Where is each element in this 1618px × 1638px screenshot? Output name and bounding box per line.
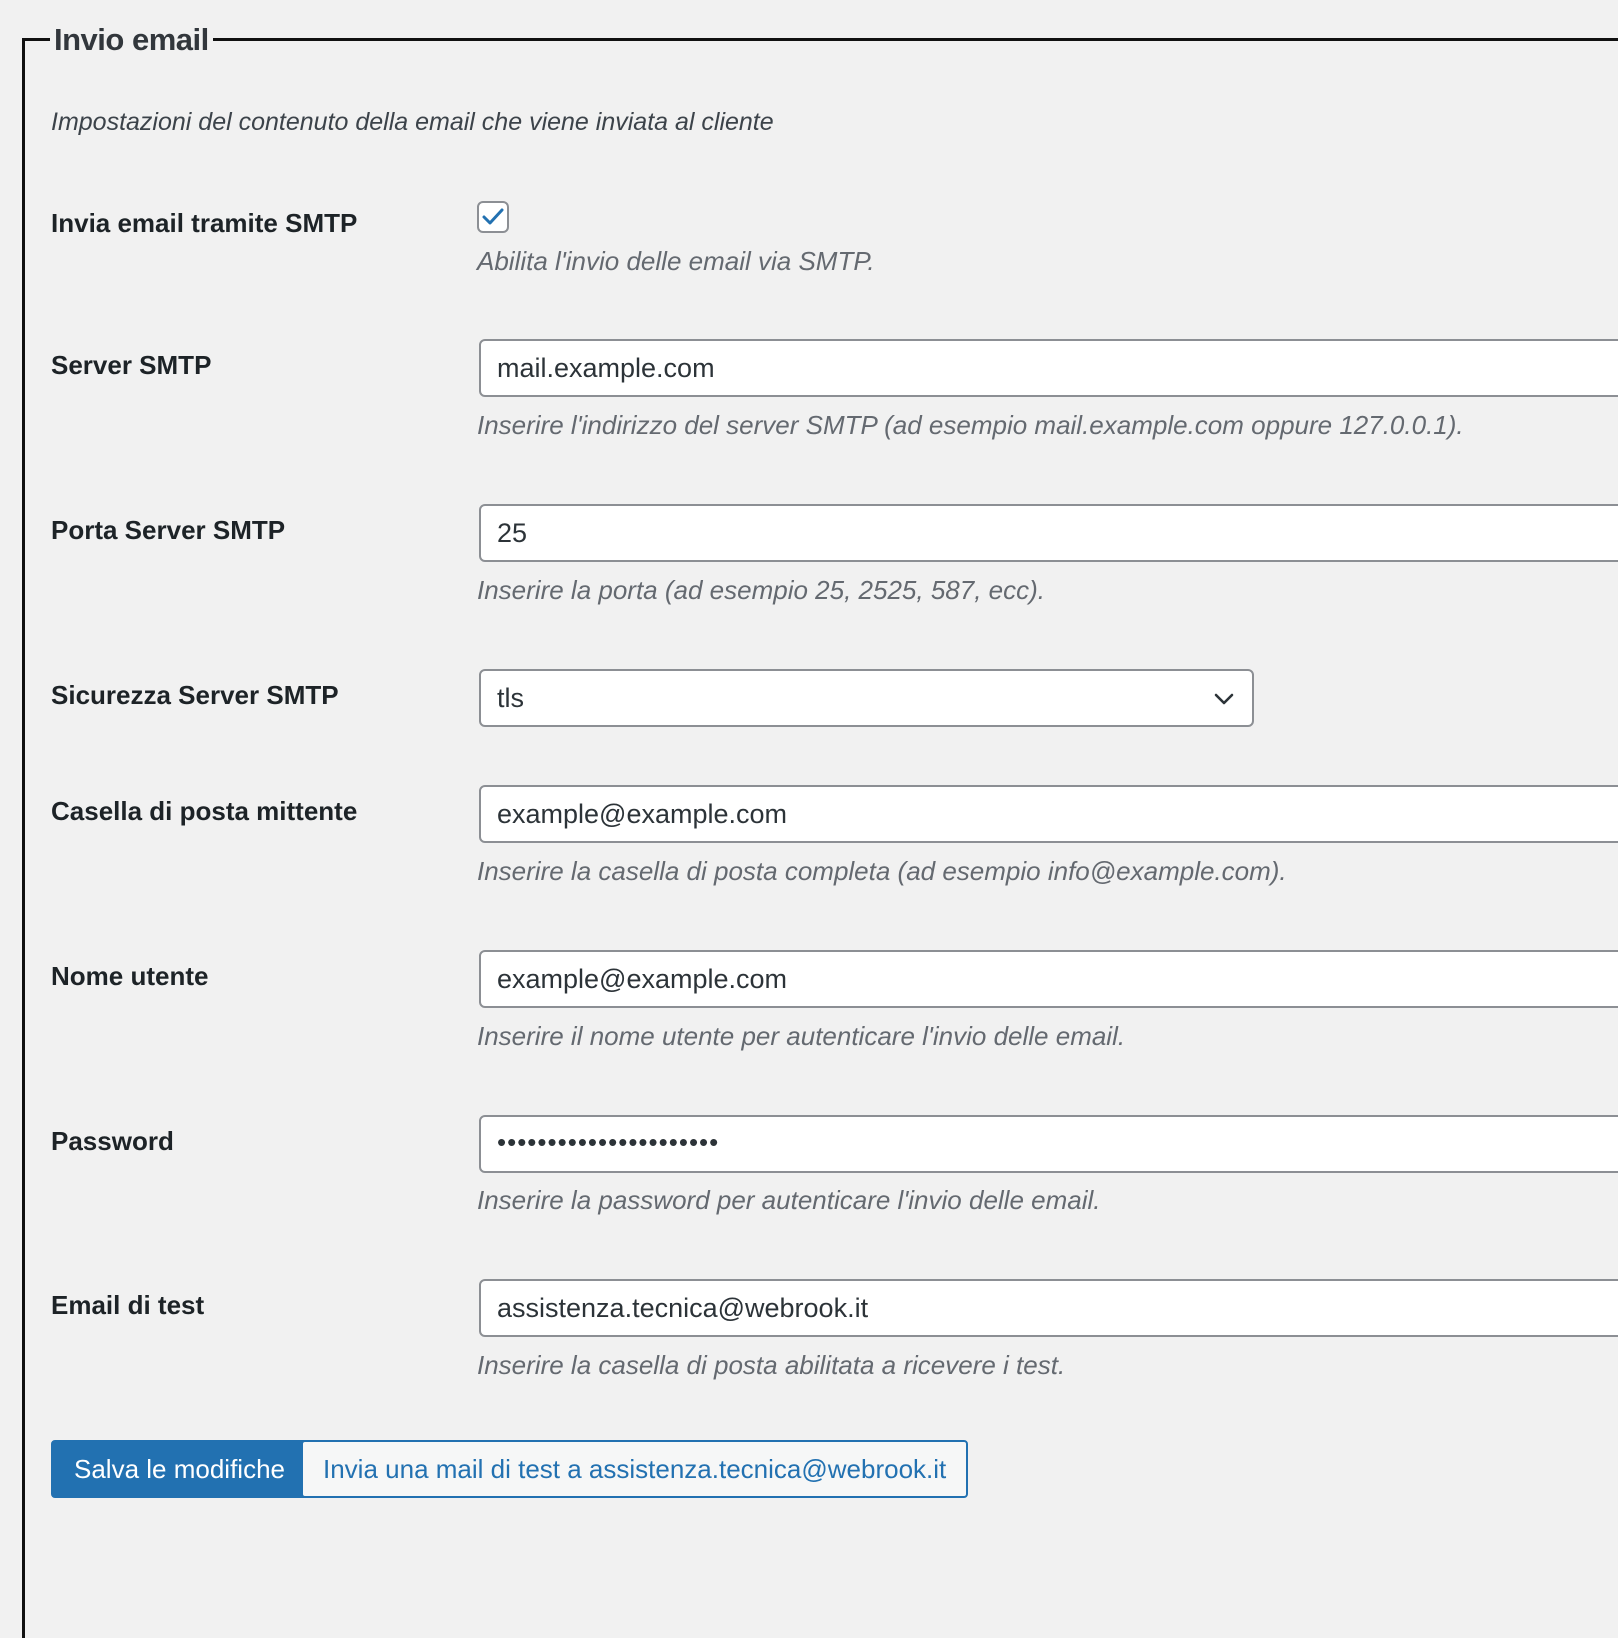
username-label: Nome utente: [51, 961, 209, 991]
smtp-security-label: Sicurezza Server SMTP: [51, 680, 339, 710]
chevron-down-icon: [1212, 687, 1236, 711]
section-title: Invio email: [50, 22, 213, 58]
test-email-description: Inserire la casella di posta abilitata a ricevere i test.: [477, 1350, 1066, 1380]
smtp-port-description: Inserire la porta (ad esempio 25, 2525, 587, ecc).: [477, 575, 1045, 605]
save-changes-button[interactable]: Salva le modifiche: [51, 1440, 308, 1498]
sender-mailbox-label: Casella di posta mittente: [51, 796, 358, 826]
smtp-enabled-checkbox[interactable]: [477, 201, 509, 233]
password-label: Password: [51, 1126, 174, 1156]
password-masked-value: ••••••••••••••••••••••: [497, 1127, 720, 1157]
smtp-server-input[interactable]: mail.example.com: [479, 339, 1618, 397]
checkmark-icon: [481, 205, 505, 229]
username-input[interactable]: example@example.com: [479, 950, 1618, 1008]
smtp-security-selected-value: tls: [497, 683, 524, 713]
send-test-email-button[interactable]: Invia una mail di test a assistenza.tecnica@webrook.it: [301, 1440, 968, 1498]
sender-mailbox-input[interactable]: example@example.com: [479, 785, 1618, 843]
smtp-enabled-label: Invia email tramite SMTP: [51, 208, 358, 238]
test-email-input[interactable]: assistenza.tecnica@webrook.it: [479, 1279, 1618, 1337]
username-description: Inserire il nome utente per autenticare l'invio delle email.: [477, 1021, 1126, 1051]
smtp-port-label: Porta Server SMTP: [51, 515, 286, 545]
test-email-label: Email di test: [51, 1290, 205, 1320]
smtp-enabled-description: Abilita l'invio delle email via SMTP.: [477, 246, 875, 276]
smtp-port-input[interactable]: 25: [479, 504, 1618, 562]
sender-mailbox-description: Inserire la casella di posta completa (ad esempio info@example.com).: [477, 856, 1287, 886]
section-intro: Impostazioni del contenuto della email che viene inviata al cliente: [51, 108, 774, 136]
smtp-server-label: Server SMTP: [51, 350, 212, 380]
smtp-server-description: Inserire l'indirizzo del server SMTP (ad esempio mail.example.com oppure 127.0.0.1).: [477, 410, 1464, 440]
smtp-security-select[interactable]: [479, 669, 1254, 727]
password-input[interactable]: [479, 1115, 1618, 1173]
password-description: Inserire la password per autenticare l'invio delle email.: [477, 1185, 1101, 1215]
